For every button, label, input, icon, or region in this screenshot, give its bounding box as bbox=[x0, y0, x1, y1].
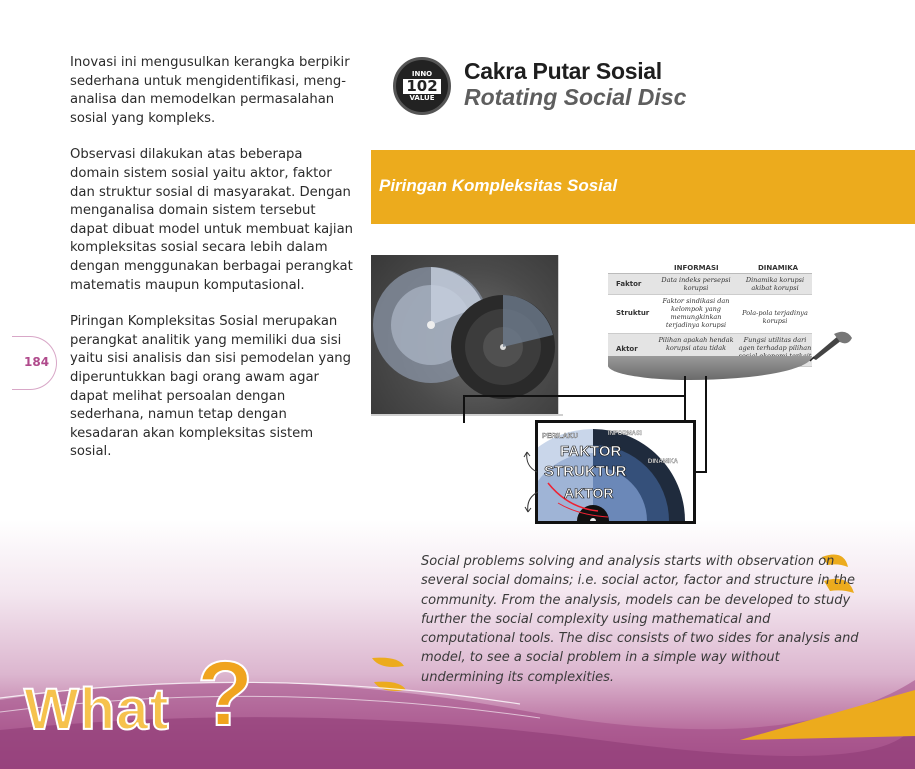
curved-arrow-icon bbox=[522, 490, 540, 516]
table-header-dinamika: DINAMIKA bbox=[758, 264, 799, 272]
intro-paragraph-1: Inovasi ini mengusulkan kerangka berpikir sederhana untuk mengidentifikasi, meng-analisa dan memodelkan permasalahan sosial yang kompleks. bbox=[70, 55, 350, 126]
connector-line bbox=[463, 395, 686, 397]
disc-label-dinamika: DINAMIKA bbox=[648, 459, 678, 465]
inno-value-badge-icon bbox=[393, 57, 451, 115]
pen-hand-icon bbox=[808, 328, 854, 362]
intro-paragraph-3: Piringan Kompleksitas Sosial merupakan perangkat analitik yang memiliki dua sisi yaitu sisi analisis dan sisi pemodelan yang diperuntukkan bagi orang awam agar dapat melihat persoalan dengan sederhana, namun tetap dengan kesadaran akan kompleksitas sistem sosial. bbox=[70, 314, 352, 460]
table-cell: Data indeks persepsi korupsi bbox=[661, 276, 731, 292]
disc-diagram bbox=[535, 420, 696, 524]
table-cell: Fungsi utilitas dari agen terhadap pilihan bbox=[738, 336, 812, 352]
intro-text bbox=[70, 54, 355, 480]
table-row bbox=[608, 295, 812, 334]
table-cell: Pilihan apakah hendak korupsi atau tidak bbox=[658, 336, 734, 352]
badge-top-text: INNO bbox=[411, 69, 433, 78]
connector-line bbox=[705, 376, 707, 473]
badge-number: 102 bbox=[403, 79, 440, 94]
intro-paragraph-2: Observasi dilakukan atas beberapa domain sistem sosial yaitu aktor, faktor dan struktur sosial di masyarakat. Dengan menganalisa domain sistem tersebut dapat dibuat model untuk membuat kajian kompleksitas sosial secara lebih dalam dengan menggunakan berbagai perangkat matematis maupun komputasional. bbox=[70, 147, 354, 293]
section-banner-title: Piringan Kompleksitas Sosial bbox=[379, 176, 618, 195]
title-english: Rotating Social Disc bbox=[464, 84, 687, 110]
table-cell: Pola-pola terjadinya korupsi bbox=[742, 309, 808, 325]
what-heading: What bbox=[24, 677, 170, 742]
table-row-label: Struktur bbox=[616, 309, 650, 317]
table-cell: Dinamika korupsi akibat korupsi bbox=[745, 276, 805, 292]
disc-label-struktur: STRUKTUR bbox=[544, 463, 627, 480]
english-summary: Social problems solving and analysis starts with observation on several social domains; i.e. social actor, factor and structure in the community. From the analysis, models can be developed to study further the social complexity using mathematical and computational tools. The disc consists of two sides for analysis and model, to see a social problem in a simple way without undermining its complexities. bbox=[421, 554, 859, 685]
table-row bbox=[608, 274, 812, 295]
photo-frame-bottom bbox=[371, 414, 563, 416]
disc-label-perilaku: PERILAKU bbox=[542, 433, 578, 440]
connector-line bbox=[684, 376, 686, 422]
photo-frame-edge bbox=[558, 255, 563, 415]
title-indonesian: Cakra Putar Sosial bbox=[464, 58, 662, 84]
table-header-informasi: INFORMASI bbox=[674, 264, 719, 272]
table-cell: Faktor sindikasi dan kelompok yang memungkinkan terjadinya korupsi bbox=[662, 297, 730, 329]
disc-label-informasi: INFORMASI bbox=[608, 431, 642, 437]
table-row-label: Faktor bbox=[616, 280, 642, 288]
section-banner bbox=[371, 150, 915, 224]
what-question-mark: ? bbox=[197, 643, 254, 745]
disc-label-aktor: AKTOR bbox=[564, 485, 614, 501]
badge-bottom-text: VALUE bbox=[409, 93, 435, 102]
table-row-label: Aktor bbox=[616, 345, 638, 353]
table-header bbox=[608, 263, 812, 274]
connector-line bbox=[463, 395, 465, 423]
disc-label-faktor: FAKTOR bbox=[560, 443, 622, 460]
page-number: 184 bbox=[24, 355, 50, 369]
disc-photo-illustration bbox=[371, 255, 559, 415]
table-wave-decoration bbox=[608, 356, 812, 380]
curved-arrow-icon bbox=[521, 448, 539, 474]
disc-photo bbox=[371, 255, 559, 415]
